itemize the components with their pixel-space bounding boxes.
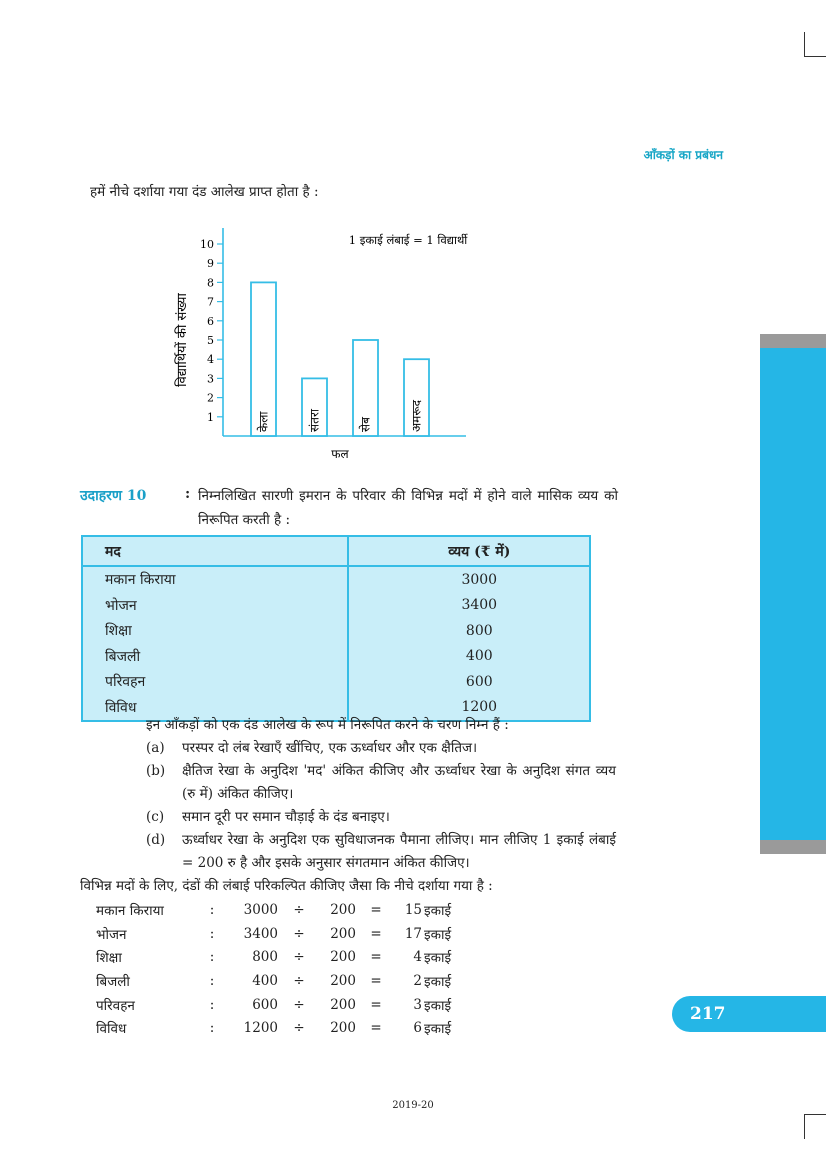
running-head: आँकड़ों का प्रबंधन xyxy=(643,148,723,162)
step-d xyxy=(146,829,616,875)
step-text: ऊर्ध्वाधर रेखा के अनुदिश एक सुविधाजनक पैमाना लीजिए। मान लीजिए 1 इकाई लंबाई = 200 रु है और इसके अनुसार संगतमान अंकित कीजिए। xyxy=(182,832,616,871)
calc-divisor: 200 xyxy=(330,901,356,918)
row-expense: 3000 xyxy=(348,566,590,593)
y-tick-label: 8 xyxy=(207,276,214,290)
calc-row xyxy=(96,922,451,946)
row-expense: 800 xyxy=(348,618,590,644)
calc-item: परिवहन xyxy=(96,997,135,1014)
calc-row xyxy=(96,969,451,993)
calc-colon: : xyxy=(209,972,215,989)
calc-amount: 1200 xyxy=(243,1020,278,1037)
calc-equals: = xyxy=(370,996,382,1013)
calc-amount: 3000 xyxy=(243,901,278,918)
y-tick-label: 6 xyxy=(207,314,214,328)
calc-row xyxy=(96,1016,451,1040)
calc-unit: इकाई xyxy=(424,973,452,990)
example-colon: : xyxy=(185,486,191,502)
calc-divide: ÷ xyxy=(293,949,305,966)
y-tick-label: 9 xyxy=(207,257,214,271)
example-label: उदाहरण 10 xyxy=(80,488,147,504)
calc-item: मकान किराया xyxy=(96,902,164,919)
step-text: परस्पर दो लंब रेखाएँ खींचिए, एक ऊर्ध्वाधर और एक क्षैतिज। xyxy=(182,740,478,756)
calc-equals: = xyxy=(370,972,382,989)
footer-year: 2019-20 xyxy=(392,1100,434,1111)
page-number: 217 xyxy=(672,996,826,1032)
table-row xyxy=(82,669,590,695)
calc-colon: : xyxy=(209,1020,215,1037)
calc-equals: = xyxy=(370,1020,382,1037)
calc-divisor: 200 xyxy=(330,1020,356,1037)
expense-table-header xyxy=(82,536,590,566)
intro-text: हमें नीचे दर्शाया गया दंड आलेख प्राप्त होता है : xyxy=(90,184,319,200)
bar-chart xyxy=(150,218,490,463)
expense-table xyxy=(81,535,591,722)
calc-row xyxy=(96,898,451,922)
bar-category-label: अमरूद xyxy=(409,399,424,432)
header-expense: व्यय (₹ में) xyxy=(348,536,590,566)
chart-title: 1 इकाई लंबाई = 1 विद्यार्थी xyxy=(348,233,468,247)
calc-item: शिक्षा xyxy=(96,950,122,967)
calc-divide: ÷ xyxy=(293,996,305,1013)
table-row xyxy=(82,618,590,644)
calc-unit: इकाई xyxy=(424,926,452,943)
calc-item: भोजन xyxy=(96,926,127,943)
bar-category-label: सेब xyxy=(358,417,373,432)
calc-divisor: 200 xyxy=(330,925,356,942)
crop-mark-top-right xyxy=(804,32,826,57)
calc-unit: इकाई xyxy=(424,997,452,1014)
calc-item: विविध xyxy=(96,1021,127,1038)
row-item: शिक्षा xyxy=(105,623,132,640)
side-band-grey-bottom xyxy=(760,840,826,854)
calc-equals: = xyxy=(370,925,382,942)
table-row xyxy=(82,644,590,670)
calc-colon: : xyxy=(209,925,215,942)
calc-divide: ÷ xyxy=(293,925,305,942)
calc-colon: : xyxy=(209,949,215,966)
row-expense: 1200 xyxy=(348,695,590,722)
calc-divide: ÷ xyxy=(293,1020,305,1037)
side-band-grey-top xyxy=(760,334,826,348)
calc-equals: = xyxy=(370,949,382,966)
table-row xyxy=(82,566,590,593)
step-c xyxy=(146,806,616,829)
steps-section xyxy=(146,714,616,875)
calc-result: 3 xyxy=(413,996,422,1013)
y-tick-label: 7 xyxy=(207,295,214,309)
chart-y-axis-label: विद्यार्थियों की संख्या xyxy=(175,293,190,387)
row-expense: 3400 xyxy=(348,593,590,619)
calc-divisor: 200 xyxy=(330,949,356,966)
row-item: परिवहन xyxy=(105,674,146,691)
calc-amount: 400 xyxy=(252,972,278,989)
calc-amount: 600 xyxy=(252,996,278,1013)
step-label: (a) xyxy=(146,740,165,756)
calc-divide: ÷ xyxy=(293,901,305,918)
row-item: बिजली xyxy=(105,648,141,665)
bar-category-label: केला xyxy=(256,411,271,432)
y-tick-label: 10 xyxy=(200,238,214,251)
calc-result: 2 xyxy=(413,972,422,989)
calc-equals: = xyxy=(370,901,382,918)
calc-colon: : xyxy=(209,901,215,918)
bar-category-label: संतरा xyxy=(307,409,322,432)
calc-divisor: 200 xyxy=(330,972,356,989)
step-label: (d) xyxy=(146,832,166,848)
side-color-band xyxy=(760,334,826,854)
y-tick-label: 4 xyxy=(207,353,214,367)
calc-result: 6 xyxy=(413,1020,422,1037)
calc-result: 15 xyxy=(404,901,422,918)
y-tick-label: 3 xyxy=(207,372,214,386)
row-expense: 600 xyxy=(348,669,590,695)
calc-intro: विभिन्न मदों के लिए, दंडों की लंबाई परिकल्पित कीजिए जैसा कि नीचे दर्शाया गया है : xyxy=(80,878,493,894)
calc-divisor: 200 xyxy=(330,996,356,1013)
row-expense: 400 xyxy=(348,644,590,670)
calc-result: 17 xyxy=(404,925,422,942)
crop-mark-bottom-right xyxy=(804,1114,826,1139)
calc-result: 4 xyxy=(413,949,422,966)
calc-divide: ÷ xyxy=(293,972,305,989)
calc-item: बिजली xyxy=(96,973,130,990)
step-label: (b) xyxy=(146,763,166,779)
y-tick-label: 5 xyxy=(207,334,214,347)
step-text: समान दूरी पर समान चौड़ाई के दंड बनाइए। xyxy=(182,809,390,825)
calc-colon: : xyxy=(209,996,215,1013)
step-b xyxy=(146,760,616,806)
step-a xyxy=(146,737,616,760)
calc-unit: इकाई xyxy=(424,950,452,967)
step-label: (c) xyxy=(146,809,165,825)
example-text: निम्नलिखित सारणी इमरान के परिवार की विभिन्न मदों में होने वाले मासिक व्यय को निरूपित करती है : xyxy=(198,488,618,528)
row-item: मकान किराया xyxy=(105,572,176,589)
y-tick-label: 2 xyxy=(207,391,214,405)
row-item: भोजन xyxy=(105,597,137,614)
steps-intro: इन आँकड़ों को एक दंड आलेख के रूप में निरूपित करने के चरण निम्न हैं : xyxy=(146,717,509,733)
calc-amount: 800 xyxy=(252,949,278,966)
calc-unit: इकाई xyxy=(424,902,452,919)
table-row xyxy=(82,593,590,619)
step-text: क्षैतिज रेखा के अनुदिश 'मद' अंकित कीजिए और ऊर्ध्वाधर रेखा के अनुदिश संगत व्यय (रु में) अंकित कीजिए। xyxy=(182,763,616,802)
calc-unit: इकाई xyxy=(424,1021,452,1038)
calc-row xyxy=(96,945,451,969)
chart-x-axis-label: फल xyxy=(331,447,349,461)
bar-length-calculation xyxy=(96,898,451,1040)
row-item: विविध xyxy=(105,699,137,716)
y-tick-label: 1 xyxy=(207,410,214,424)
calc-amount: 3400 xyxy=(243,925,278,942)
header-item: मद xyxy=(82,536,348,566)
calc-row xyxy=(96,993,451,1017)
